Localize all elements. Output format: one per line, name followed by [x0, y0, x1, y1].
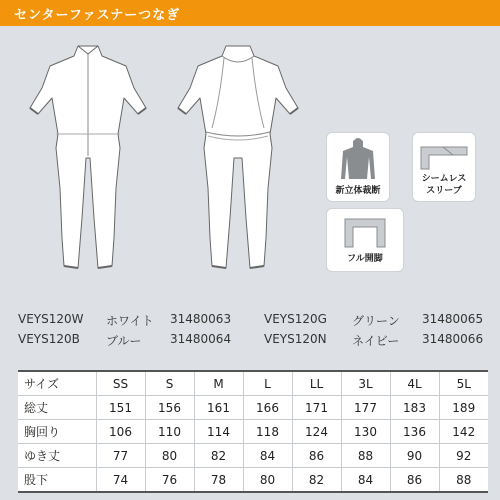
table-cell: 114	[194, 420, 243, 444]
product-code: VEYS120G	[264, 312, 327, 326]
table-cell: 84	[341, 468, 390, 493]
table-cell: 161	[194, 396, 243, 420]
product-list	[18, 312, 488, 356]
feature-label-tailored: 新立体裁断	[335, 186, 381, 196]
product-number: 31480066	[422, 332, 484, 346]
table-row	[18, 444, 488, 468]
row-label: 胸回り	[18, 420, 96, 444]
feature-seamless-sleeve	[412, 132, 476, 202]
table-cell: 82	[194, 444, 243, 468]
table-cell: 88	[439, 468, 488, 493]
table-cell: 124	[292, 420, 341, 444]
table-cell: 92	[439, 444, 488, 468]
table-cell: 110	[145, 420, 194, 444]
product-color: ホワイト	[106, 314, 154, 328]
header-cell: SS	[96, 371, 145, 396]
header-cell: LL	[292, 371, 341, 396]
product-code: VEYS120B	[18, 332, 80, 346]
table-cell: 142	[439, 420, 488, 444]
table-cell: 82	[292, 468, 341, 493]
table-cell: 177	[341, 396, 390, 420]
feature-label-seamless-2: スリーブ	[426, 186, 462, 196]
size-table-container	[18, 370, 488, 493]
header-cell: 4L	[390, 371, 439, 396]
feature-label-seamless-1: シームレス	[421, 174, 467, 184]
table-cell: 118	[243, 420, 292, 444]
table-cell: 80	[243, 468, 292, 493]
page-title: センターファスナーつなぎ	[14, 8, 181, 23]
feature-full-leg	[326, 208, 404, 272]
table-cell: 183	[390, 396, 439, 420]
table-cell: 76	[145, 468, 194, 493]
coverall-illustration	[18, 38, 308, 288]
table-cell: 88	[341, 444, 390, 468]
product-color: ネイビー	[352, 334, 400, 348]
table-cell: 80	[145, 444, 194, 468]
table-cell: 156	[145, 396, 194, 420]
header-bar	[0, 0, 500, 26]
feature-tailored-cut	[326, 132, 390, 202]
table-cell: 90	[390, 444, 439, 468]
table-row	[18, 420, 488, 444]
header-cell: 3L	[341, 371, 390, 396]
table-cell: 189	[439, 396, 488, 420]
table-cell: 78	[194, 468, 243, 493]
product-code: VEYS120W	[18, 312, 84, 326]
header-cell: サイズ	[18, 371, 96, 396]
product-number: 31480065	[422, 312, 484, 326]
table-cell: 86	[390, 468, 439, 493]
size-table	[18, 370, 488, 493]
table-cell: 166	[243, 396, 292, 420]
product-number: 31480063	[170, 312, 232, 326]
coverall-front-view	[30, 46, 146, 268]
coverall-back-view	[178, 46, 298, 268]
table-cell: 86	[292, 444, 341, 468]
row-label: 総丈	[18, 396, 96, 420]
row-label: 股下	[18, 468, 96, 493]
header-cell: L	[243, 371, 292, 396]
table-header-row	[18, 371, 488, 396]
table-cell: 84	[243, 444, 292, 468]
table-cell: 130	[341, 420, 390, 444]
feature-label-full-leg: フル開脚	[347, 254, 383, 264]
header-cell: M	[194, 371, 243, 396]
product-number: 31480064	[170, 332, 232, 346]
table-row	[18, 468, 488, 493]
header-cell: 5L	[439, 371, 488, 396]
header-cell: S	[145, 371, 194, 396]
table-cell: 77	[96, 444, 145, 468]
table-cell: 171	[292, 396, 341, 420]
table-row	[18, 396, 488, 420]
product-color: グリーン	[352, 314, 400, 328]
table-cell: 74	[96, 468, 145, 493]
product-code: VEYS120N	[264, 332, 327, 346]
table-cell: 136	[390, 420, 439, 444]
product-color: ブルー	[106, 334, 142, 348]
table-cell: 151	[96, 396, 145, 420]
row-label: ゆき丈	[18, 444, 96, 468]
table-cell: 106	[96, 420, 145, 444]
